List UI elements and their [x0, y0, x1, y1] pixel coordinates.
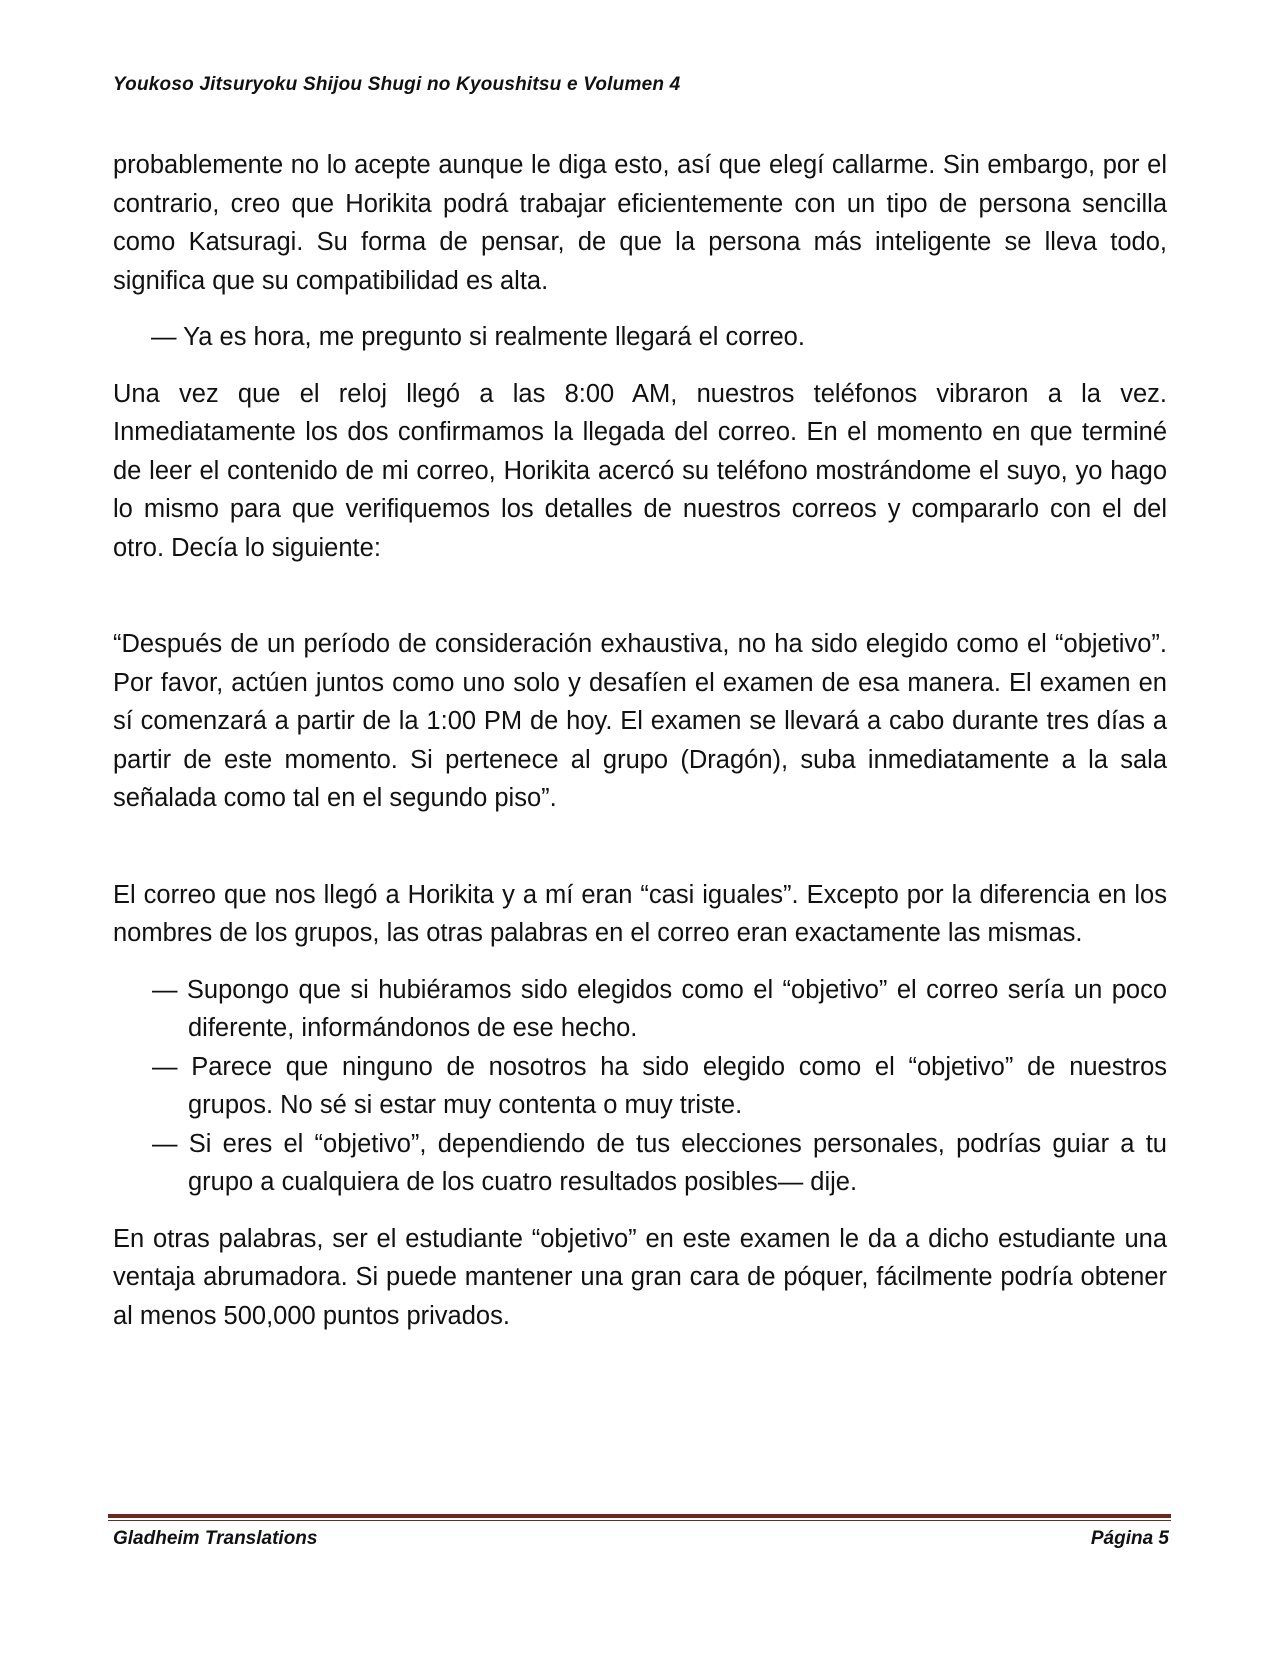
footer-divider — [108, 1514, 1171, 1521]
footer-page-number: Página 5 — [1090, 1528, 1169, 1549]
page-header-title: Youkoso Jitsuryoku Shijou Shugi no Kyoushitsu e Volumen 4 — [113, 74, 681, 95]
paragraph-4: El correo que nos llegó a Horikita y a mí eran “casi iguales”. Excepto por la diferencia en los nombres de los grupos, las otras palabras en el correo eran exactamente las mismas. — [113, 880, 1167, 947]
footer-divider-thin — [108, 1520, 1171, 1521]
dialogue-line-4: — Si eres el “objetivo”, dependiendo de tus elecciones personales, podrías guiar a tu grupo a cualquiera de los cuatro resultados posibles— dije. — [152, 1129, 1167, 1196]
page-body — [113, 146, 1167, 1335]
dialogue-line-1: — Ya es hora, me pregunto si realmente llegará el correo. — [151, 323, 805, 351]
footer-divider-thick — [108, 1514, 1171, 1518]
dialogue-line-2: — Supongo que si hubiéramos sido elegidos como el “objetivo” el correo sería un poco diferente, informándonos de ese hecho. — [152, 975, 1167, 1042]
email-quote: “Después de un período de consideración exhaustiva, no ha sido elegido como el “objetivo”. Por favor, actúen juntos como uno solo y desafíen el examen de esa manera. El examen en sí comenzará a partir de la 1:00 PM de hoy. El examen se llevará a cabo durante tres días a partir de este momento. Si pertenece al grupo (Dragón), suba inmediatamente a la sala señalada como tal en el segundo piso”. — [113, 630, 1167, 812]
dialogue-line-3: — Parece que ninguno de nosotros ha sido elegido como el “objetivo” de nuestros grupos. No sé si estar muy contenta o muy triste. — [152, 1052, 1167, 1119]
paragraph-1: probablemente no lo acepte aunque le diga esto, así que elegí callarme. Sin embargo, por el contrario, creo que Horikita podrá trabajar eficientemente con un tipo de persona sencilla como Katsuragi. Su forma de pensar, de que la persona más inteligente se lleva todo, significa que su compatibilidad es alta. — [113, 151, 1167, 295]
paragraph-5: En otras palabras, ser el estudiante “objetivo” en este examen le da a dicho estudiante una ventaja abrumadora. Si puede mantener una gran cara de póquer, fácilmente podría obtener al menos 500,000 puntos privados. — [113, 1224, 1167, 1330]
footer-translator: Gladheim Translations — [113, 1528, 318, 1549]
paragraph-2: Una vez que el reloj llegó a las 8:00 AM, nuestros teléfonos vibraron a la vez. Inmediatamente los dos confirmamos la llegada del correo. En el momento en que terminé de leer el contenido de mi correo, Horikita acercó su teléfono mostrándome el suyo, yo hago lo mismo para que verifiquemos los detalles de nuestros correos y compararlo con el del otro. Decía lo siguiente: — [113, 379, 1167, 562]
